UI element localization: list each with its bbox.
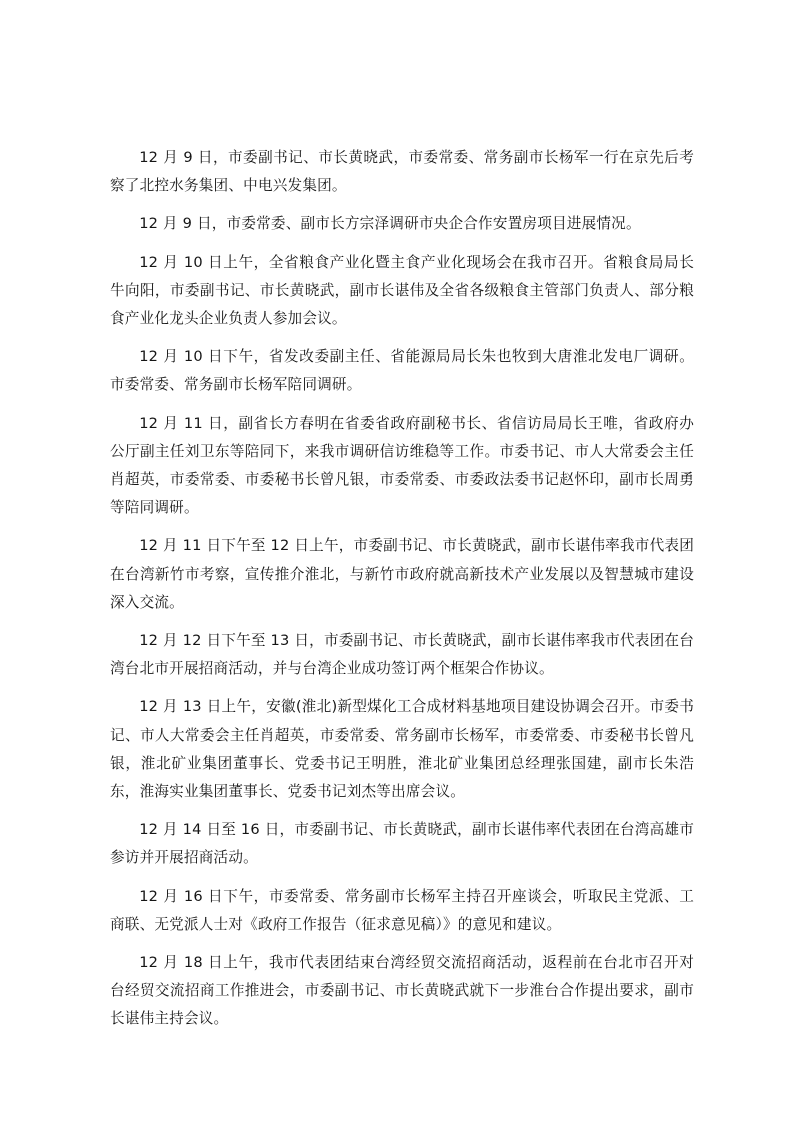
paragraph: 12 月 10 日下午，省发改委副主任、省能源局局长朱也牧到大唐淮北发电厂调研。市委常委、常务副市长杨军陪同调研。 (110, 348, 694, 394)
paragraph: 12 月 16 日下午，市委常委、常务副市长杨军主持召开座谈会，听取民主党派、工商联、无党派人士对《政府工作报告（征求意见稿）》的意见和建议。 (110, 887, 694, 933)
paragraph: 12 月 10 日上午，全省粮食产业化暨主食产业化现场会在我市召开。省粮食局局长牛向阳，市委副书记、市长黄晓武，副市长谌伟及全省各级粮食主管部门负责人、部分粮食产业化龙头企业负责人参加会议。 (110, 253, 694, 328)
document-body (110, 144, 694, 1044)
paragraph: 12 月 9 日，市委副书记、市长黄晓武，市委常委、常务副市长杨军一行在京先后考察了北控水务集团、中电兴发集团。 (110, 149, 694, 195)
paragraph: 12 月 18 日上午，我市代表团结束台湾经贸交流招商活动，返程前在台北市召开对台经贸交流招商工作推进会，市委副书记、市长黄晓武就下一步淮台合作提出要求，副市长谌伟主持会议。 (110, 954, 694, 1028)
paragraph: 12 月 11 日，副省长方春明在省委省政府副秘书长、省信访局局长王唯，省政府办公厅副主任刘卫东等陪同下，来我市调研信访维稳等工作。市委书记、市人大常委会主任肖超英，市委常委、市委秘书长曾凡银，市委常委、市委政法委书记赵怀印，副市长周勇等陪同调研。 (110, 414, 694, 517)
paragraph: 12 月 13 日上午，安徽(淮北)新型煤化工合成材料基地项目建设协调会召开。市委书记、市人大常委会主任肖超英，市委常委、常务副市长杨军，市委常委、市委秘书长曾凡银，淮北矿业集团董事长、党委书记王明胜，淮北矿业集团总经理张国建，副市长朱浩东，淮海实业集团董事长、党委书记刘杰等出席会议。 (110, 698, 694, 801)
paragraph: 12 月 9 日，市委常委、副市长方宗泽调研市央企合作安置房项目进展情况。 (139, 215, 641, 233)
paragraph: 12 月 14 日至 16 日，市委副书记、市长黄晓武，副市长谌伟率代表团在台湾高雄市参访并开展招商活动。 (110, 821, 694, 867)
paragraph: 12 月 12 日下午至 13 日，市委副书记、市长黄晓武，副市长谌伟率我市代表团在台湾台北市开展招商活动，并与台湾企业成功签订两个框架合作协议。 (110, 632, 694, 678)
paragraph: 12 月 11 日下午至 12 日上午，市委副书记、市长黄晓武，副市长谌伟率我市代表团在台湾新竹市考察，宣传推介淮北，与新竹市政府就高新技术产业发展以及智慧城市建设深入交流。 (110, 537, 694, 611)
